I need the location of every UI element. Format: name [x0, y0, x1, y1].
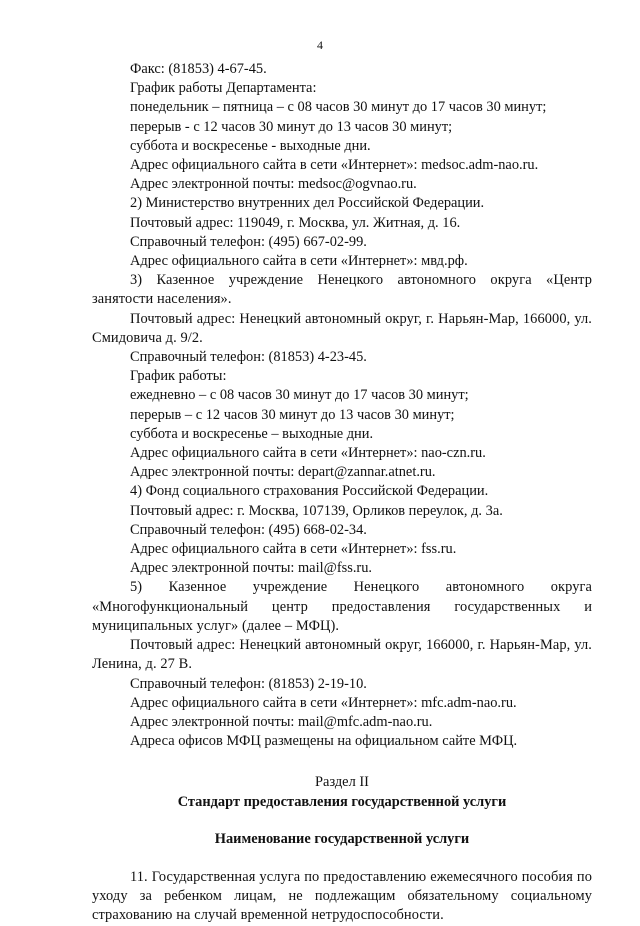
employment-center-schedule-heading: График работы: [130, 368, 227, 385]
mvd-website: Адрес официального сайта в сети «Интернет»: мвд.рф. [130, 253, 468, 270]
subsection-heading: Наименование государственной услуги [214, 830, 470, 847]
mfc-offices-note: Адреса офисов МФЦ размещены на официальном сайте МФЦ. [130, 733, 518, 750]
section-heading: Стандарт предоставления государственной услуги [177, 793, 507, 810]
employment-center-weekend-days: суббота и воскресенье – выходные дни. [130, 425, 374, 442]
mfc-email: Адрес электронной почты: mail@mfc.adm-nao.ru. [130, 713, 433, 730]
employment-center-break-hours: перерыв – с 12 часов 30 минут до 13 часов 30 минут; [130, 406, 455, 423]
department-break-hours: перерыв - с 12 часов 30 минут до 13 часов 30 минут; [130, 118, 453, 135]
document-body [92, 60, 592, 926]
mvd-title: 2) Министерство внутренних дел Российской Федерации. [130, 195, 485, 212]
employment-center-postal-address: Почтовый адрес: Ненецкий автономный округ, г. Нарьян-Мар, 166000, ул. Смидовича д. 9/2. [92, 310, 592, 346]
mvd-postal-address: Почтовый адрес: 119049, г. Москва, ул. Житная, д. 16. [130, 214, 461, 231]
fss-postal-address: Почтовый адрес: г. Москва, 107139, Орликов переулок, д. 3а. [130, 502, 503, 519]
department-website: Адрес официального сайта в сети «Интернет»: medsoc.adm-nao.ru. [130, 157, 539, 174]
department-email: Адрес электронной почты: medsoc@ogvnao.ru. [130, 176, 417, 193]
fss-title: 4) Фонд социального страхования Российской Федерации. [130, 483, 489, 500]
section-number: Раздел II [315, 774, 369, 791]
fss-email: Адрес электронной почты: mail@fss.ru. [130, 560, 372, 577]
mfc-website: Адрес официального сайта в сети «Интернет»: mfc.adm-nao.ru. [130, 694, 517, 711]
employment-center-working-hours: ежедневно – с 08 часов 30 минут до 17 часов 30 минут; [130, 387, 469, 404]
service-definition-paragraph: 11. Государственная услуга по предоставлению ежемесячного пособия по уходу за ребенком лицам, не подлежащим обязательному социальному страхованию на случай временной нетрудоспособности. [92, 868, 592, 924]
employment-center-title: 3) Казенное учреждение Ненецкого автономного округа «Центр занятости населения». [92, 272, 592, 308]
fss-website: Адрес официального сайта в сети «Интернет»: fss.ru. [130, 541, 457, 558]
employment-center-email: Адрес электронной почты: depart@zannar.atnet.ru. [130, 464, 436, 481]
employment-center-phone: Справочный телефон: (81853) 4-23-45. [130, 349, 367, 366]
employment-center-website: Адрес официального сайта в сети «Интернет»: nao-czn.ru. [130, 445, 486, 462]
mvd-phone: Справочный телефон: (495) 667-02-99. [130, 233, 367, 250]
page-number: 4 [317, 38, 323, 52]
mfc-title: 5) Казенное учреждение Ненецкого автономного округа «Многофункциональный центр предоставления государственных и муниципальных услуг» (далее – МФЦ). [92, 579, 592, 634]
fax-line: Факс: (81853) 4-67-45. [130, 61, 267, 77]
mfc-phone: Справочный телефон: (81853) 2-19-10. [130, 675, 367, 692]
fss-phone: Справочный телефон: (495) 668-02-34. [130, 521, 367, 538]
department-working-hours: понедельник – пятница – с 08 часов 30 минут до 17 часов 30 минут; [130, 99, 547, 116]
department-weekend-days: суббота и воскресенье - выходные дни. [130, 137, 371, 154]
department-schedule-heading: График работы Департамента: [130, 80, 317, 97]
mfc-postal-address: Почтовый адрес: Ненецкий автономный округ, 166000, г. Нарьян-Мар, ул. Ленина, д. 27 В. [92, 637, 592, 673]
